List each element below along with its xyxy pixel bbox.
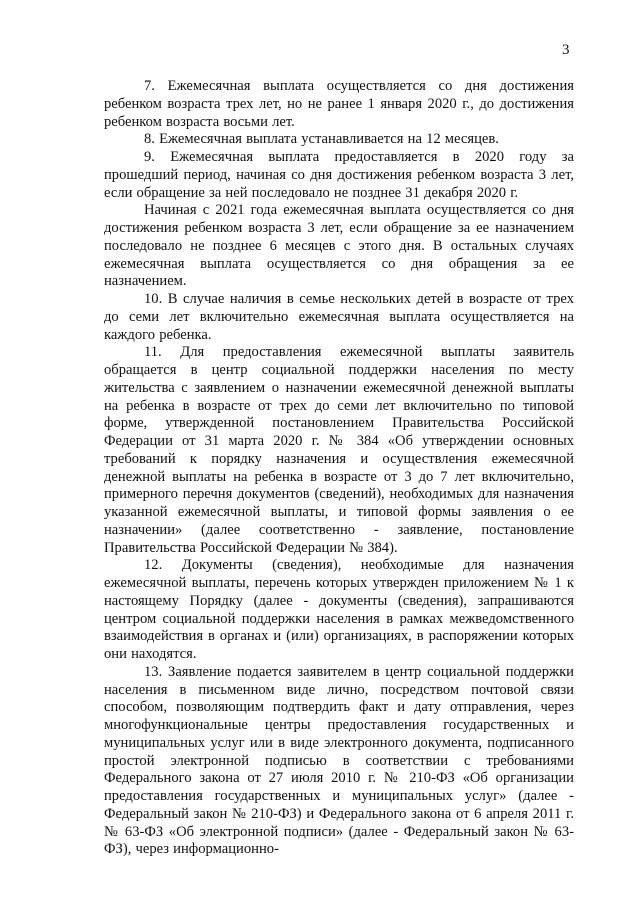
paragraph-9: 9. Ежемесячная выплата предоставляется в 2020 году за прошедший период, начиная со дня достижения ребенком возраста 3 лет, если обращение за ней последовало не позднее 31 декабря 2020 г. xyxy=(104,149,574,201)
page-number: 3 xyxy=(562,42,570,58)
paragraph-7: 7. Ежемесячная выплата осуществляется со дня достижения ребенком возраста трех лет, но не ранее 1 января 2020 г., до достижения ребенком возраста восьми лет. xyxy=(104,78,574,130)
paragraph-10: 10. В случае наличия в семье нескольких детей в возрасте от трех до семи лет включительно ежемесячная выплата осуществляется на каждого ребенка. xyxy=(104,291,574,343)
paragraph-12: 12. Документы (сведения), необходимые для назначения ежемесячной выплаты, перечень которых утвержден приложением № 1 к настоящему Порядку (далее - документы (сведения), запрашиваются центром социальной поддержки населения в рамках межведомственного взаимодействия в органах и (или) организациях, в распоряжении которых они находятся. xyxy=(104,557,574,662)
document-body xyxy=(104,78,574,859)
paragraph-8: 8. Ежемесячная выплата устанавливается на 12 месяцев. xyxy=(144,131,499,148)
paragraph-11: 11. Для предоставления ежемесячной выплаты заявитель обращается в центр социальной поддержки населения по месту жительства с заявлением о назначении ежемесячной денежной выплаты на ребенка в возрасте от трех до семи лет включительно по типовой форме, утвержденной постановлением Правительства Российской Федерации от 31 марта 2020 г. № 384 «Об утверждении основных требований к порядку назначения и осуществления ежемесячной денежной выплаты на ребенка в возрасте от 3 до 7 лет включительно, примерного перечня документов (сведений), необходимых для назначения указанной ежемесячной выплаты, и типовой формы заявления о ее назначении» (далее соответственно - заявление, постановление Правительства Российской Федерации № 384). xyxy=(104,344,574,556)
paragraph-13: 13. Заявление подается заявителем в центр социальной поддержки населения в письменном виде лично, посредством почтовой связи способом, позволяющим подтвердить факт и дату отправления, через многофункциональные центры предоставления государственных и муниципальных услуг или в виде электронного документа, подписанного простой электронной подписью в соответствии с требованиями Федерального закона от 27 июля 2010 г. № 210-ФЗ «Об организации предоставления государственных и муниципальных услуг» (далее - Федеральный закон № 210-ФЗ) и Федерального закона от 6 апреля 2011 г. № 63-ФЗ «Об электронной подписи» (далее - Федеральный закон № 63-ФЗ), через информационно- xyxy=(104,663,574,858)
paragraph-9-continuation: Начиная с 2021 года ежемесячная выплата осуществляется со дня достижения ребенком возраста 3 лет, если обращение за ее назначением последовало не позднее 6 месяцев с этого дня. В остальных случаях ежемесячная выплата осуществляется со дня обращения за ее назначением. xyxy=(104,202,574,290)
